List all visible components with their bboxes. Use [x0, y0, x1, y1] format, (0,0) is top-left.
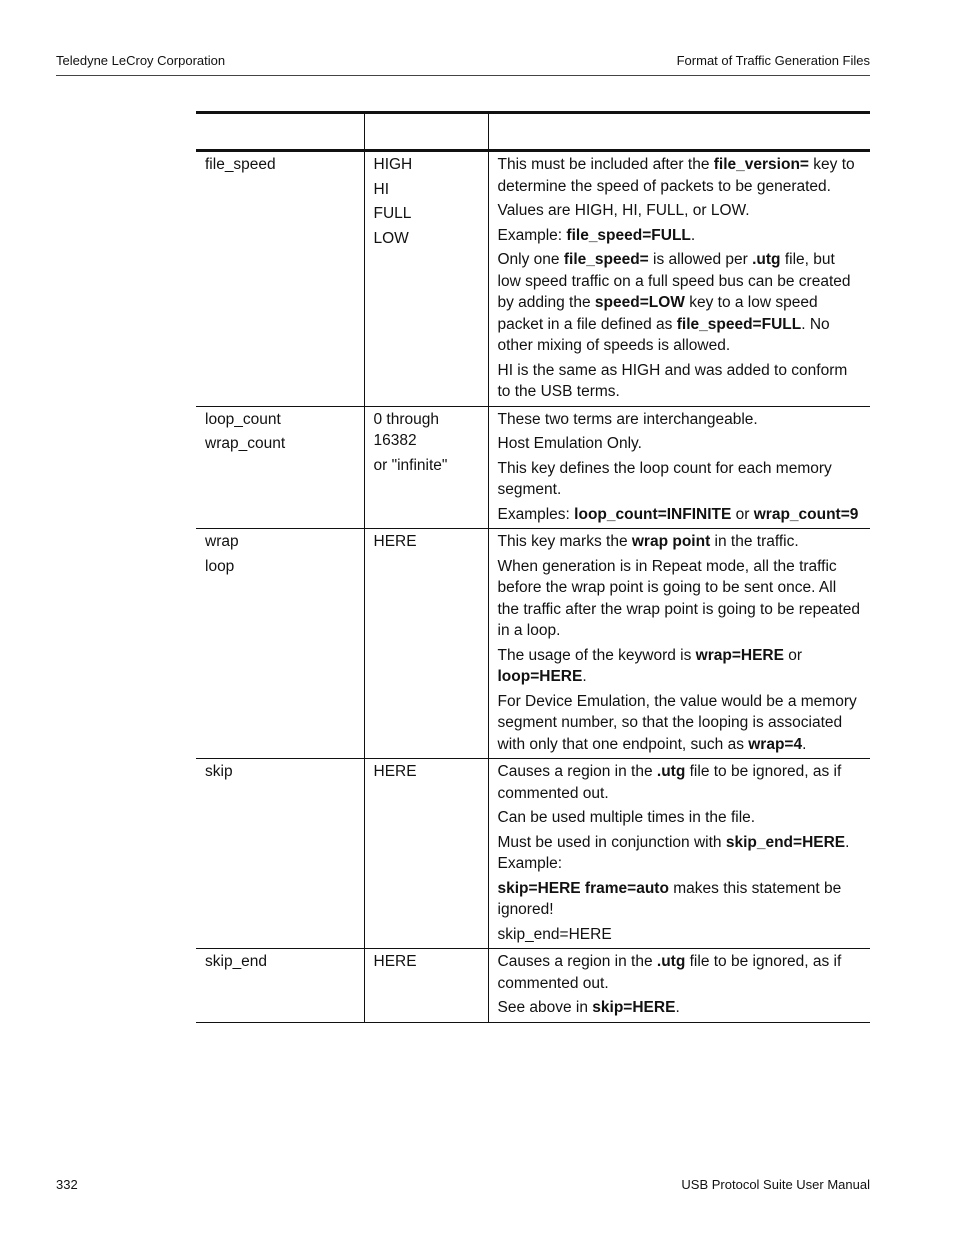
value-cell — [364, 529, 488, 759]
description-text: HI is the same as HIGH and was added to conform to the USB terms. — [497, 361, 848, 400]
value-cell-line: FULL — [373, 205, 412, 222]
value-cell — [364, 406, 488, 529]
description-paragraph — [498, 556, 862, 642]
description-paragraph — [498, 433, 862, 455]
value-cell-line: LOW — [373, 229, 409, 247]
description-text: file to be ignored, as if commented out. — [497, 953, 842, 992]
keyword-text: loop=HERE — [497, 668, 583, 685]
keyword-text: .utg — [656, 763, 686, 780]
description-text: Must be used in conjunction with — [497, 833, 726, 851]
footer-manual-title: USB Protocol Suite User Manual — [681, 1177, 870, 1192]
keyword-text: wrap=HERE — [695, 646, 784, 664]
description-text: Causes a region in the — [497, 763, 657, 780]
keyword-text: file_speed= — [563, 251, 649, 268]
keyword-text: .utg — [752, 251, 781, 268]
description-text: . — [675, 999, 680, 1016]
table-row — [196, 151, 870, 407]
description-cell — [488, 529, 870, 759]
description-text: This key marks the — [497, 533, 632, 550]
description-text: . — [690, 226, 696, 244]
keyword-text: skip=HERE frame=auto — [497, 879, 669, 897]
value-cell-line: 0 through 16382 — [373, 410, 439, 449]
header-company: Teledyne LeCroy Corporation — [56, 53, 226, 68]
table-header-row — [196, 113, 870, 151]
description-paragraph — [498, 531, 862, 553]
value-cell-line: HERE — [373, 533, 417, 550]
description-paragraph — [498, 458, 862, 501]
key-cell — [196, 406, 364, 529]
description-paragraph — [498, 360, 862, 403]
description-paragraph — [498, 504, 862, 526]
page-number: 332 — [56, 1177, 78, 1192]
value-cell-line: HERE — [373, 763, 417, 780]
value-cell-line: HERE — [373, 953, 417, 970]
table-row — [196, 529, 870, 759]
value-cell-line: or "infinite" — [373, 456, 448, 474]
description-text: These two terms are interchangeable. — [497, 410, 758, 428]
description-text: key to determine the speed of packets to be generated. — [497, 156, 855, 195]
description-text: or — [731, 505, 754, 523]
description-text: This must be included after the — [497, 156, 714, 173]
description-paragraph — [498, 225, 862, 247]
description-text: Example: — [497, 226, 567, 244]
keyword-text: wrap_count=9 — [753, 505, 859, 523]
description-text: . — [802, 735, 807, 753]
header-cell-value — [364, 113, 488, 151]
table-row — [196, 949, 870, 1023]
description-text: Examples: — [497, 505, 575, 523]
description-paragraph — [498, 249, 862, 357]
description-text: . — [582, 668, 587, 685]
keyword-text: speed=LOW — [594, 294, 685, 311]
keys-table — [196, 111, 870, 1023]
value-cell — [364, 151, 488, 407]
key-cell — [196, 949, 364, 1023]
keyword-text: file_speed=FULL — [676, 315, 802, 333]
key-cell-line: file_speed — [205, 156, 276, 173]
description-paragraph — [498, 807, 862, 829]
value-cell — [364, 949, 488, 1023]
description-text: makes this statement be ignored! — [497, 879, 842, 918]
keyword-text: wrap point — [631, 533, 711, 550]
description-paragraph — [498, 691, 862, 756]
table-row — [196, 406, 870, 529]
description-cell — [488, 406, 870, 529]
description-text: Causes a region in the — [497, 953, 657, 970]
header-section-title: Format of Traffic Generation Files — [676, 53, 870, 68]
description-paragraph — [498, 997, 862, 1019]
description-text: Only one — [497, 251, 564, 268]
description-text: Can be used multiple times in the file. — [497, 809, 756, 826]
value-cell-line: HIGH — [373, 156, 413, 173]
keyword-text: skip=HERE — [592, 999, 676, 1016]
keyword-text: wrap=4 — [748, 735, 803, 753]
description-text: The usage of the keyword is — [497, 646, 696, 664]
keyword-text: skip_end=HERE — [725, 833, 846, 851]
description-text: file, but low speed traffic on a full speed bus can be created by adding the — [497, 251, 851, 311]
table-row — [196, 759, 870, 949]
description-paragraph — [498, 832, 862, 875]
value-cell — [364, 759, 488, 949]
description-text: in the traffic. — [710, 533, 799, 550]
description-text: key to a low speed packet in a file defined as — [497, 294, 818, 333]
key-cell-line: wrap_count — [205, 435, 286, 452]
description-text: Host Emulation Only. — [497, 435, 642, 452]
description-cell — [488, 949, 870, 1023]
description-text: When generation is in Repeat mode, all the traffic before the wrap point is going to be sent once. All the traffic after the wrap point is going to be repeated in a loop. — [497, 557, 860, 639]
description-cell — [488, 759, 870, 949]
description-paragraph — [498, 154, 862, 197]
key-cell-line: skip_end — [205, 953, 268, 970]
description-text: . Example: — [497, 833, 850, 872]
key-cell — [196, 759, 364, 949]
description-text: is allowed per — [648, 251, 753, 268]
key-cell — [196, 151, 364, 407]
keyword-text: file_speed=FULL — [566, 226, 691, 244]
description-text: skip_end=HERE — [497, 925, 612, 943]
key-cell-line: loop_count — [205, 410, 281, 428]
description-paragraph — [498, 924, 862, 946]
key-cell-line: loop — [205, 557, 235, 575]
description-paragraph — [498, 409, 862, 431]
header-cell-description — [488, 113, 870, 151]
keyword-text: file_version= — [713, 156, 809, 173]
description-paragraph — [498, 878, 862, 921]
key-cell — [196, 529, 364, 759]
value-cell-line: HI — [373, 180, 389, 198]
description-paragraph — [498, 951, 862, 994]
description-text: For Device Emulation, the value would be a memory segment number, so that the looping is associated with only that one endpoint, such as — [497, 692, 857, 753]
keyword-text: loop_count=INFINITE — [574, 505, 732, 523]
description-text: This key defines the loop count for each memory segment. — [497, 459, 832, 498]
description-paragraph — [498, 761, 862, 804]
description-text: See above in — [497, 999, 593, 1016]
description-text: Values are HIGH, HI, FULL, or LOW. — [497, 202, 750, 219]
description-paragraph — [498, 645, 862, 688]
page-header — [56, 53, 870, 76]
description-cell — [488, 151, 870, 407]
key-cell-line: wrap — [205, 533, 239, 550]
key-cell-line: skip — [205, 763, 233, 780]
description-text: . No other mixing of speeds is allowed. — [497, 315, 830, 354]
keyword-text: .utg — [656, 953, 686, 970]
description-text: file to be ignored, as if commented out. — [497, 763, 842, 802]
table-body — [196, 151, 870, 1023]
description-text: or — [783, 646, 803, 664]
description-paragraph — [498, 200, 862, 222]
header-cell-key — [196, 113, 364, 151]
